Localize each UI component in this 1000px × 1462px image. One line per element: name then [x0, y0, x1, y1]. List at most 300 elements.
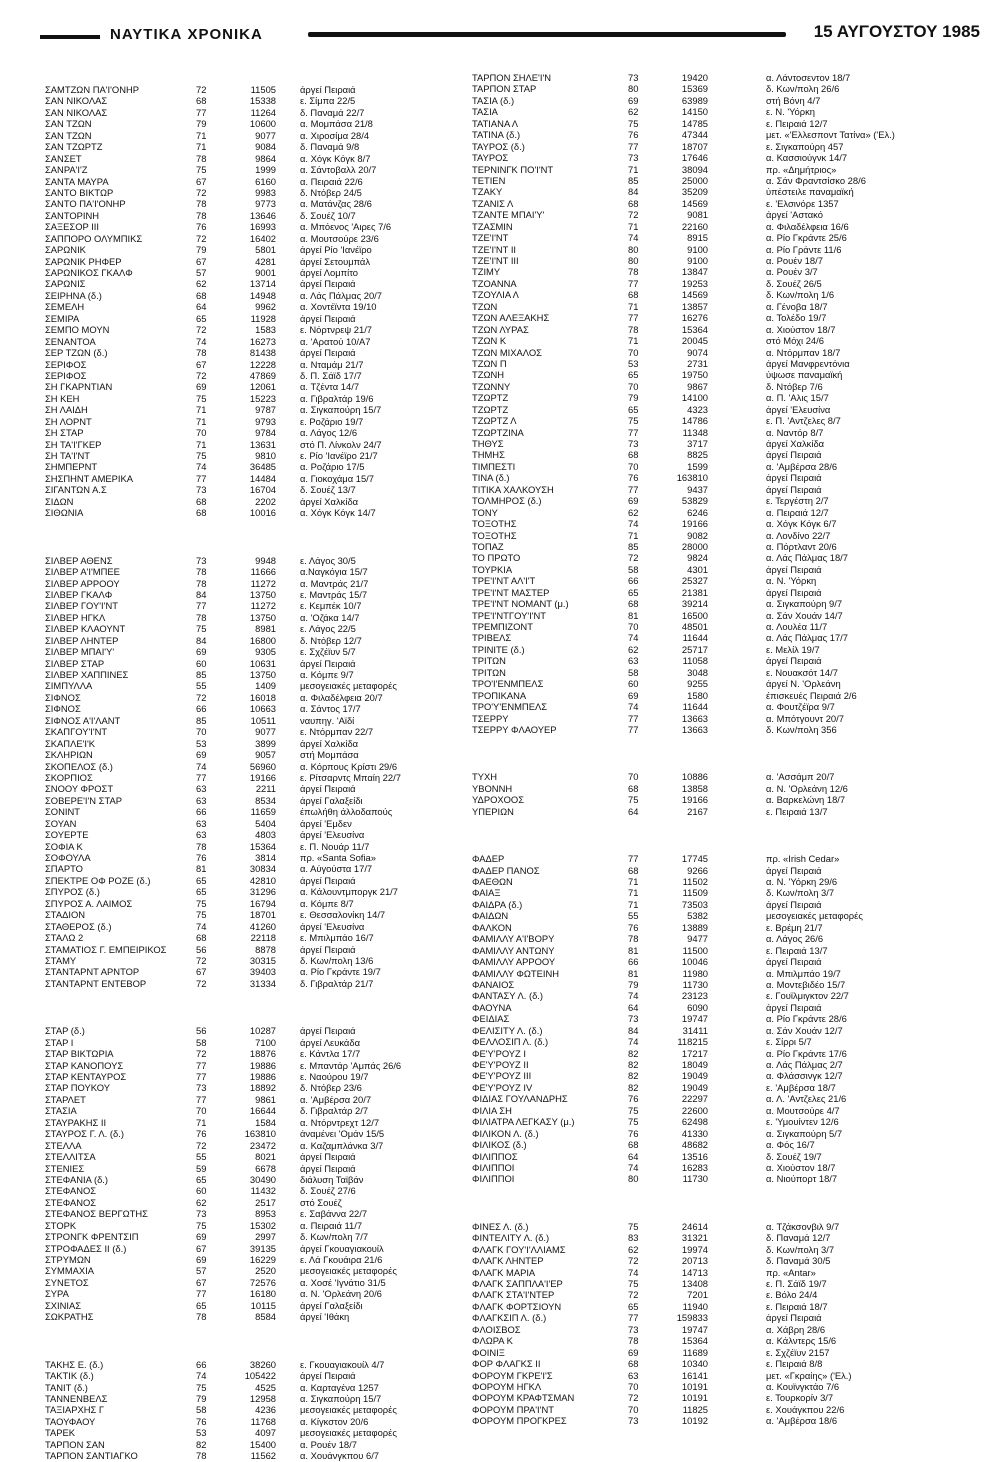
ship-status: α. Νιούπορτ 18/7 — [766, 1173, 838, 1185]
build-year: 68 — [196, 507, 207, 519]
gross-tonnage: 81438 — [249, 347, 276, 359]
gross-tonnage: 9793 — [255, 415, 276, 427]
ship-row — [45, 1382, 460, 1393]
ship-row — [45, 1231, 460, 1242]
gross-tonnage: 10631 — [249, 657, 276, 669]
gross-tonnage: 11502 — [682, 876, 708, 887]
ship-status: στή Μομπάσα — [300, 749, 359, 761]
gross-tonnage: 8981 — [255, 623, 276, 635]
ship-name: ΦΛΩΡΑ Κ — [472, 1335, 513, 1347]
build-year: 73 — [196, 1208, 207, 1220]
ship-name: ΦΑΜΙΛΛΥ Α'Ι'ΒΟΡΥ — [472, 933, 555, 945]
ship-name: ΣΕΜΠΟ ΜΟΥΝ — [45, 324, 110, 336]
ship-row — [45, 1185, 460, 1196]
ship-name: ΣΗΜΠΕΡΝΤ — [45, 461, 98, 473]
ship-status: α. Π. 'Αλις 15/7 — [766, 392, 829, 404]
ship-name: ΦΙΛΙΠΠΟΙ — [472, 1173, 515, 1185]
ship-row — [472, 472, 977, 483]
build-year: 65 — [628, 1300, 639, 1312]
ship-status: στό Μόχι 24/6 — [766, 335, 824, 347]
gross-tonnage: 19747 — [681, 1323, 708, 1335]
ship-row — [472, 129, 977, 140]
build-year: 85 — [628, 540, 639, 552]
gross-tonnage: 13750 — [249, 611, 276, 623]
build-year: 68 — [196, 289, 207, 301]
ship-name: ΣΝΟΟΥ ΦΡΟΣΤ — [45, 783, 114, 795]
build-year: 75 — [628, 1104, 639, 1116]
build-year: 58 — [196, 1404, 207, 1416]
listing-column-right — [472, 72, 977, 1427]
ship-name: ΣΤΑΜΥ — [45, 954, 77, 966]
build-year: 73 — [628, 1323, 639, 1335]
listing-column-left — [45, 84, 460, 1462]
build-year: 74 — [196, 920, 207, 932]
ship-name: ΣΙΔΩΝ — [45, 495, 74, 507]
ship-row — [472, 244, 977, 255]
ship-name: ΦΕ'Υ'ΡΟΥΖ ΙΙ — [472, 1059, 529, 1070]
ship-row — [45, 176, 460, 187]
ship-status: α. Σάντος 17/7 — [300, 703, 361, 715]
ship-status: α. Σιγκαπούρη 15/7 — [300, 1392, 382, 1404]
ship-status: α. Ρίο Γκράντε 17/6 — [766, 1047, 847, 1059]
gross-tonnage: 9100 — [687, 243, 708, 255]
build-year: 77 — [628, 140, 639, 152]
ship-status: α. Λ. 'Αντζελες 21/6 — [766, 1093, 847, 1105]
ship-status: α. Κάλντερς 15/6 — [766, 1335, 837, 1347]
page-header — [40, 22, 980, 52]
gross-tonnage: 22297 — [681, 1093, 708, 1105]
gross-tonnage: 16704 — [249, 484, 276, 496]
ship-row — [472, 701, 977, 712]
ship-name: ΣΗ ΛΟΡΝΤ — [45, 415, 92, 427]
gross-tonnage: 31296 — [249, 886, 276, 898]
gross-tonnage: 4236 — [255, 1404, 276, 1416]
gross-tonnage: 13631 — [249, 438, 276, 450]
ship-name: ΤΖΩΡΤΖΙΝΑ — [472, 426, 524, 438]
header-rule-left — [40, 35, 100, 39]
gross-tonnage: 7201 — [687, 1289, 708, 1301]
build-year: 69 — [196, 646, 207, 658]
ship-row — [472, 1082, 977, 1093]
ship-name: ΦΙΛΙΠΠΟΣ — [472, 1150, 518, 1162]
ship-row — [472, 1128, 977, 1139]
build-year: 74 — [628, 990, 639, 1002]
gross-tonnage: 38260 — [249, 1358, 276, 1370]
ship-row — [45, 646, 460, 657]
ship-row — [472, 1151, 977, 1162]
ship-row — [45, 863, 460, 874]
build-year: 81 — [628, 967, 639, 979]
gross-tonnage: 9305 — [255, 646, 276, 658]
ship-status: α. Κασσιούγνκ 14/7 — [766, 152, 848, 164]
build-year: 62 — [628, 506, 639, 518]
group-spacer — [45, 989, 460, 1025]
ship-name: ΣΙΦΝΟΣ — [45, 703, 81, 715]
gross-tonnage: 42810 — [249, 874, 276, 886]
ship-name: ΣΕΡΙΦΟΣ — [45, 369, 87, 381]
build-year: 63 — [196, 794, 207, 806]
ship-status: α. Γένοβα 18/7 — [766, 300, 828, 312]
gross-tonnage: 15364 — [681, 1335, 708, 1347]
build-year: 66 — [628, 956, 639, 968]
build-year: 72 — [628, 552, 639, 564]
build-year: 78 — [196, 577, 207, 589]
ship-name: ΤΖΩΝ ΜΙΧΑΛΟΣ — [472, 346, 542, 358]
build-year: 68 — [628, 598, 639, 610]
ship-row — [472, 221, 977, 232]
ship-row — [45, 507, 460, 518]
build-year: 80 — [628, 243, 639, 255]
build-year: 79 — [196, 118, 207, 130]
build-year: 58 — [628, 563, 639, 575]
build-year: 62 — [196, 1196, 207, 1208]
ship-status: άργεί Γαλαξείδι — [300, 1299, 363, 1311]
ship-name: ΣΤΡΟΝΓΚ ΦΡΕΝΤΣΙΠ — [45, 1231, 139, 1243]
ship-row — [45, 1094, 460, 1105]
ship-status: έπωλήθη άλλοδαπούς — [300, 806, 393, 818]
build-year: 74 — [628, 232, 639, 244]
build-year: 53 — [628, 357, 639, 369]
ship-row — [472, 655, 977, 666]
gross-tonnage: 10340 — [681, 1358, 708, 1370]
ship-status: πρ. «Antar» — [766, 1266, 816, 1278]
ship-row — [45, 1254, 460, 1265]
gross-tonnage: 19166 — [681, 518, 708, 530]
build-year: 78 — [196, 611, 207, 623]
gross-tonnage: 4323 — [687, 403, 708, 415]
gross-tonnage: 159833 — [676, 1312, 708, 1324]
ship-name: ΣΤΡΟΦΑΔΕΣ ΙΙ (δ.) — [45, 1242, 127, 1254]
gross-tonnage: 11264 — [250, 106, 276, 118]
gross-tonnage: 9084 — [255, 141, 276, 153]
gross-tonnage: 11980 — [682, 967, 708, 979]
ship-row — [45, 921, 460, 932]
build-year: 71 — [628, 898, 639, 910]
ship-row — [472, 610, 977, 621]
build-year: 81 — [628, 609, 639, 621]
build-year: 70 — [196, 427, 207, 439]
ship-status: α. Κίγκστον 20/6 — [300, 1415, 369, 1427]
ship-status: ε. Ρίο 'Ιανέϊρο 21/7 — [300, 450, 378, 461]
build-year: 77 — [196, 771, 207, 783]
ship-row — [45, 818, 460, 829]
ship-status: ναυπηγ. 'Αϊδί — [300, 714, 355, 726]
ship-row — [45, 416, 460, 427]
build-year: 65 — [196, 1173, 207, 1185]
ship-status: ε. 'Ελσινόρε 1357 — [766, 197, 839, 209]
ship-status: άργεί Πειραιά — [300, 1370, 356, 1382]
ship-status: άργεί Σετουμπάλ — [300, 255, 371, 267]
gross-tonnage: 11272 — [250, 600, 276, 612]
ship-status: α. Ν. 'Ορλεάνη 20/6 — [300, 1288, 382, 1300]
ship-name: ΤΖΩΝ — [472, 300, 498, 312]
build-year: 74 — [628, 518, 639, 530]
build-year: 78 — [196, 840, 207, 852]
ship-name: ΣΑΝΡΑ'Ι'Ζ — [45, 164, 88, 176]
ship-status: α. 'Αρατού 10/Α7 — [300, 335, 371, 347]
ship-row — [45, 221, 460, 232]
build-year: 78 — [628, 266, 639, 278]
build-year: 74 — [196, 461, 207, 473]
ship-status: άργεί Λομπίτο — [300, 267, 359, 278]
ship-status: μεσογειακές μεταφορές — [300, 1404, 397, 1416]
build-year: 69 — [196, 381, 207, 393]
ship-row — [45, 130, 460, 141]
build-year: 66 — [196, 703, 207, 715]
ship-name: ΣΟΦΙΑ Κ — [45, 840, 83, 852]
ship-name: ΦΟΙΝΙΞ — [472, 1346, 505, 1358]
ship-name: ΥΒΟΝΝΗ — [472, 782, 513, 794]
ship-name: ΣΗ ΓΚΑΡΝΤΙΑΝ — [45, 381, 113, 393]
ship-row — [472, 255, 977, 266]
ship-name: ΤΡΟΠΙΚΑΝΑ — [472, 689, 527, 701]
build-year: 64 — [628, 1150, 639, 1162]
ship-row — [472, 564, 977, 575]
ship-name: ΦΑΙΑΞ — [472, 887, 501, 899]
ship-name: ΣΗ ΚΕΗ — [45, 392, 80, 404]
build-year: 76 — [628, 1127, 639, 1139]
build-year: 60 — [628, 678, 639, 690]
gross-tonnage: 19166 — [681, 794, 708, 806]
ship-name: ΣΑΡΩΝΙΚΟΣ ΓΚΑΛΦ — [45, 267, 133, 278]
ship-row — [472, 1312, 977, 1323]
gross-tonnage: 10191 — [681, 1392, 708, 1404]
build-year: 72 — [628, 209, 639, 221]
gross-tonnage: 39214 — [681, 598, 708, 610]
ship-status: α. Σιγκαπούρη 9/7 — [766, 598, 843, 610]
ship-status: α. Χόγκ Κόγκ 14/7 — [300, 507, 376, 519]
ship-status: α. Φλάσσινγκ 12/7 — [766, 1070, 843, 1082]
ship-row — [45, 898, 460, 909]
ship-name: ΣΤΑΜΑΤΙΟΣ Γ. ΕΜΠΕΙΡΙΚΟΣ — [45, 943, 167, 955]
gross-tonnage: 11928 — [250, 312, 276, 324]
ship-status: ε. Ροζάριο 19/7 — [300, 415, 364, 427]
ship-status: α. Λάς Πάλμας 2/7 — [766, 1059, 843, 1070]
gross-tonnage: 9082 — [687, 529, 708, 541]
build-year: 71 — [196, 415, 207, 427]
ship-name: ΣΤΕΛΛΙΤΣΑ — [45, 1151, 96, 1163]
ship-group — [472, 853, 977, 1185]
ship-name: ΣΥΡΑ — [45, 1288, 69, 1300]
ship-name: ΦΕ'Υ'ΡΟΥΖ Ι — [472, 1047, 526, 1059]
ship-row — [472, 1173, 977, 1184]
build-year: 65 — [196, 874, 207, 886]
ship-status: α. Ρουέν 18/7 — [300, 1438, 357, 1450]
build-year: 76 — [196, 852, 207, 863]
ship-row — [472, 1013, 977, 1024]
gross-tonnage: 17745 — [681, 853, 708, 865]
build-year: 73 — [628, 438, 639, 449]
ship-status: δ. Κων/πολη 3/7 — [766, 887, 835, 899]
build-year: 70 — [628, 621, 639, 632]
ship-name: ΣΑΝ ΤΖΩΝ — [45, 118, 92, 130]
gross-tonnage: 2211 — [255, 783, 276, 795]
gross-tonnage: 11940 — [682, 1300, 708, 1312]
build-year: 60 — [196, 657, 207, 669]
build-year: 77 — [628, 1312, 639, 1324]
gross-tonnage: 8534 — [255, 794, 276, 806]
gross-tonnage: 1599 — [687, 460, 708, 472]
ship-row — [45, 1404, 460, 1415]
ship-status: α. Χιροσίμα 28/4 — [300, 129, 370, 141]
ship-name: ΣΤΑΡ ΚΑΝΟΠΟΥΣ — [45, 1059, 124, 1071]
ship-name: ΤΡΙΝΙΤΕ (δ.) — [472, 643, 525, 655]
ship-status: α. 'Οζάκα 14/7 — [300, 611, 360, 623]
ship-status: δ. Κων/πολη 3/7 — [766, 1243, 835, 1255]
ship-status: δ. Ντόβερ 12/7 — [300, 634, 362, 646]
ship-name: ΤΙΤΙΚΑ ΧΑΛΚΟΥΣΗ — [472, 483, 554, 495]
ship-status: α. Αύγούστα 17/7 — [300, 863, 373, 875]
gross-tonnage: 18892 — [249, 1082, 276, 1094]
ship-name: ΤΟΥΡΚΙΑ — [472, 563, 513, 575]
build-year: 68 — [628, 864, 639, 876]
build-year: 77 — [196, 600, 207, 612]
build-year: 53 — [196, 1427, 207, 1439]
ship-name: ΤΡΙΤΩΝ — [472, 655, 506, 667]
ship-row — [472, 278, 977, 289]
ship-row — [472, 1267, 977, 1278]
ship-name: ΣΟΥΑΝ — [45, 817, 77, 829]
gross-tonnage: 11058 — [682, 655, 708, 667]
ship-name: ΣΤΑΝΤΑΡΝΤ ΑΡΝΤΟΡ — [45, 966, 140, 978]
gross-tonnage: 18701 — [249, 909, 276, 921]
ship-row — [45, 852, 460, 863]
build-year: 72 — [196, 324, 207, 336]
ship-row — [45, 1359, 460, 1370]
ship-group — [472, 771, 977, 817]
gross-tonnage: 47344 — [681, 129, 708, 141]
ship-status: άργεί Πειραιά — [300, 1151, 356, 1163]
ship-status: α. Μαντράς 21/7 — [300, 577, 369, 589]
gross-tonnage: 25717 — [681, 643, 708, 655]
ship-status: άργεί Πειραιά — [766, 563, 822, 575]
build-year: 69 — [628, 495, 639, 507]
ship-row — [472, 933, 977, 944]
ship-name: ΦΕΙΔΙΑΣ — [472, 1013, 510, 1025]
ship-row — [45, 1450, 460, 1461]
ship-status: άργεί Πειραιά — [766, 1001, 822, 1013]
ship-row — [472, 392, 977, 403]
ship-name: ΤΡΕ'Ι'ΝΤ ΜΑΣΤΕΡ — [472, 586, 550, 598]
gross-tonnage: 10287 — [249, 1025, 276, 1037]
ship-name: ΣΑΝ ΤΖΩΝ — [45, 129, 92, 141]
build-year: 78 — [196, 1311, 207, 1323]
gross-tonnage: 31321 — [681, 1232, 708, 1244]
build-year: 67 — [196, 255, 207, 267]
ship-status: άργεί Χαλκίδα — [300, 495, 359, 507]
gross-tonnage: 16018 — [249, 691, 276, 703]
gross-tonnage: 9948 — [255, 554, 276, 566]
ship-name: ΤΑΚΤΙΚ (δ.) — [45, 1370, 94, 1382]
gross-tonnage: 19049 — [681, 1070, 708, 1082]
ship-name: ΦΑΙΔΩΝ — [472, 910, 509, 922]
ship-name: ΣΕΙΡΗΝΑ (δ.) — [45, 289, 102, 301]
build-year: 74 — [628, 1161, 639, 1173]
gross-tonnage: 47869 — [249, 369, 276, 381]
ship-row — [45, 761, 460, 772]
ship-row — [472, 1221, 977, 1232]
ship-row — [472, 118, 977, 129]
ship-row — [472, 598, 977, 609]
ship-status: μεσογειακές μεταφορές — [300, 680, 397, 692]
ship-name: ΥΠΕΡΙΩΝ — [472, 805, 514, 817]
ship-status: άργεί Γκουαγιακουίλ — [300, 1242, 384, 1254]
ship-status: δ. Σουέζ 10/7 — [300, 209, 356, 221]
ship-status: ε. Λάγος 30/5 — [300, 554, 356, 566]
build-year: 77 — [196, 1288, 207, 1300]
gross-tonnage: 13646 — [249, 209, 276, 221]
ship-status: α. Μπότγουντ 20/7 — [766, 712, 844, 724]
ship-status: ε. Σιγκαπούρη 457 — [766, 140, 844, 152]
ship-status: α. Μπιλμπάο 19/7 — [766, 967, 841, 979]
build-year: 55 — [196, 680, 207, 692]
ship-status: μετ. «Γκραίης» ('Ελ.) — [766, 1369, 852, 1381]
ship-row — [472, 381, 977, 392]
ship-name: ΤΥΧΗ — [472, 771, 498, 783]
ship-name: ΦΙΛΙΑΤΡΑ ΛΕΓΚΑΣΥ (μ.) — [472, 1116, 575, 1128]
ship-status: ε. Ντόρμπαν 22/7 — [300, 726, 374, 738]
build-year: 75 — [196, 1381, 207, 1393]
build-year: 73 — [628, 1013, 639, 1025]
build-year: 64 — [196, 301, 207, 313]
build-year: 68 — [628, 289, 639, 301]
ship-status: α. Σάν Φραντσίσκο 28/6 — [766, 174, 866, 186]
ship-status: α. 'Αμβέρσα 20/7 — [300, 1093, 372, 1105]
gross-tonnage: 16993 — [249, 221, 276, 233]
gross-tonnage: 118215 — [677, 1036, 708, 1048]
ship-status: άργεί Πειραιά — [300, 783, 356, 795]
ship-status: άργεί Πειραιά — [300, 312, 356, 324]
ship-row — [472, 1415, 977, 1426]
header-rule-right — [308, 32, 786, 37]
gross-tonnage: 13889 — [681, 921, 708, 933]
ship-name: ΦΑΝΤΑΣΥ Λ. (δ.) — [472, 990, 544, 1002]
ship-status: άργεί Χαλκίδα — [300, 737, 359, 749]
ship-row — [45, 726, 460, 737]
build-year: 55 — [196, 1151, 207, 1163]
ship-status: α. Σιγκαπούρη 5/7 — [766, 1127, 843, 1139]
ship-row — [472, 232, 977, 243]
ship-status: α. Κόρπους Κρίστι 29/6 — [300, 760, 398, 772]
ship-name: ΦΛΑΓΚ ΜΑΡΙΑ — [472, 1266, 536, 1278]
build-year: 70 — [628, 346, 639, 358]
ship-name: ΣΤΑΡΛΕΤ — [45, 1093, 86, 1105]
ship-status: α. Λονδίνο 22/7 — [766, 529, 831, 541]
ship-row — [472, 335, 977, 346]
ship-name: ΣΠΕΚΤΡΕ ΟΦ ΡΟΖΕ (δ.) — [45, 874, 151, 886]
ship-row — [472, 541, 977, 552]
build-year: 72 — [196, 369, 207, 381]
ship-row — [45, 450, 460, 461]
ship-row — [45, 324, 460, 335]
build-year: 76 — [196, 221, 207, 233]
build-year: 78 — [196, 209, 207, 221]
gross-tonnage: 9074 — [687, 346, 708, 358]
ship-row — [45, 1243, 460, 1254]
gross-tonnage: 9477 — [687, 933, 708, 945]
gross-tonnage: 105422 — [244, 1370, 276, 1382]
group-spacer — [472, 735, 977, 771]
ship-name: ΣΙΦΝΟΣ Α'Ι'ΛΑΝΤ — [45, 714, 121, 726]
build-year: 69 — [628, 1346, 639, 1358]
build-year: 70 — [628, 460, 639, 472]
build-year: 75 — [628, 1220, 639, 1232]
ship-status: άργεί Πειραιά — [300, 1025, 356, 1037]
ship-name: ΤΟΛΜΗΡΟΣ (δ.) — [472, 495, 542, 507]
ship-row — [472, 461, 977, 472]
ship-row — [472, 783, 977, 794]
ship-row — [472, 141, 977, 152]
